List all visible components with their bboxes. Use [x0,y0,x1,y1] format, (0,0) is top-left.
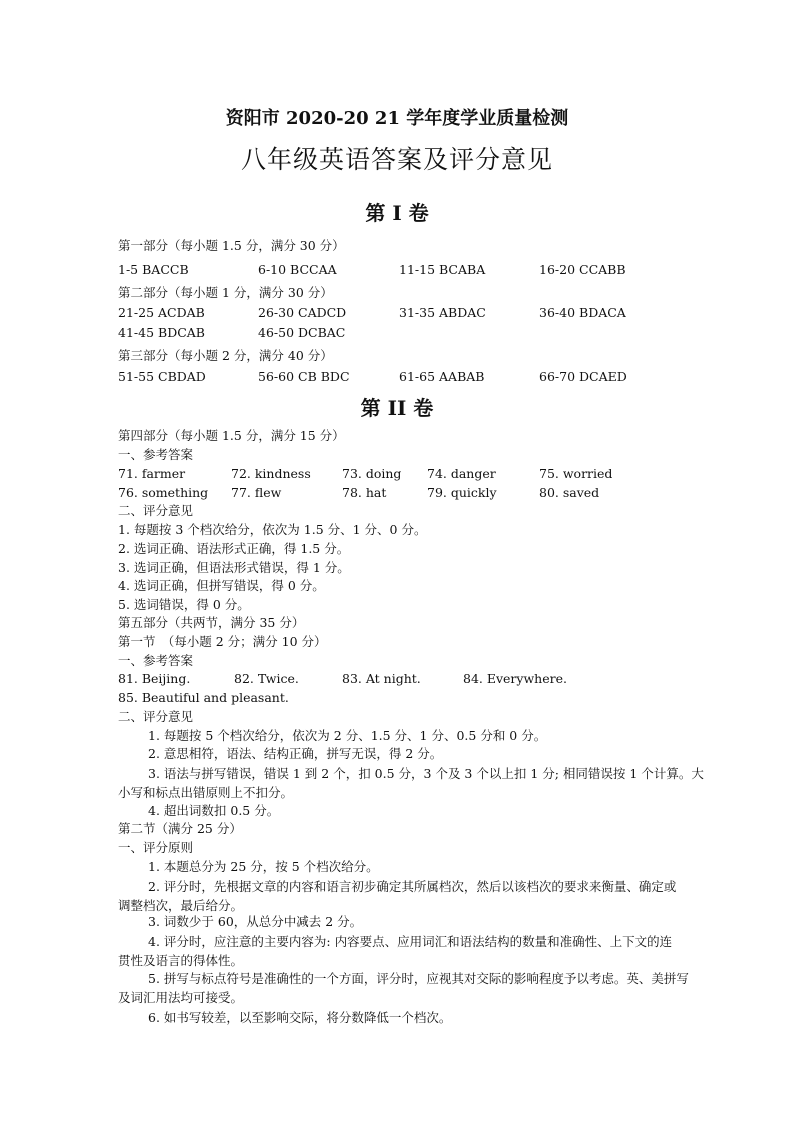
part5-scoring-item: 2. 意思相符，语法、结构正确，拼写无误，得 2 分。 [148,746,443,761]
part3-answer: 56-60 CB BDC [258,369,350,384]
part4-ref-heading: 一、参考答案 [118,447,194,462]
part4-scoring-item: 5. 选词错误，得 0 分。 [118,597,250,612]
part5-answer: 81. Beijing. [118,671,191,686]
principle-item: 5. 拼写与标点符号是准确性的一个方面，评分时，应视其对交际的影响程度予以考虑。英、美拼写及词汇用法均可接受。 [118,971,689,1005]
part4-scoring-item: 1. 每题按 3 个档次给分，依次为 1.5 分、1 分、0 分。 [118,522,427,537]
part4-answer: 72. kindness [231,466,311,481]
part5-ref-heading: 一、参考答案 [118,653,194,668]
principle-item: 4. 评分时，应注意的主要内容为: 内容要点、应用词汇和语法结构的数量和准确性、上下文的连贯性及语言的得体性。 [118,934,673,968]
part5-answer: 84. Everywhere. [463,671,567,686]
part1-answer: 6-10 BCCAA [258,262,337,277]
part1-heading: 第一部分（每小题 1.5 分，满分 30 分） [118,238,345,253]
part5-principle-heading: 一、评分原则 [118,840,194,855]
part5-scoring-item: 3. 语法与拼写错误，错误 1 到 2 个，扣 0.5 分，3 个及 3 个以上扣 1 分; 相同错误按 1 个计算。大小写和标点出错原则上不扣分。 [118,766,704,800]
part4-heading: 第四部分（每小题 1.5 分，满分 15 分） [118,428,345,443]
part2-answer: 21-25 ACDAB [118,305,205,320]
principle-item: 1. 本题总分为 25 分，按 5 个档次给分。 [148,859,379,874]
part1-answer: 16-20 CCABB [539,262,626,277]
part2-answer: 31-35 ABDAC [399,305,486,320]
part5-section2-heading: 第二节（满分 25 分） [118,821,242,836]
part4-answer: 75. worried [539,466,613,481]
part2-answer: 36-40 BDACA [539,305,626,320]
part4-answer: 76. something [118,485,209,500]
part2-answer: 26-30 CADCD [258,305,347,320]
part1-answer: 1-5 BACCB [118,262,189,277]
part4-answer: 71. farmer [118,466,186,481]
part1-answer: 11-15 BCABA [399,262,486,277]
part5-answer: 83. At night. [342,671,421,686]
document-subtitle: 八年级英语答案及评分意见 [240,145,553,174]
volume-2-heading: 第 II 卷 [360,396,434,420]
part4-scoring-item: 3. 选词正确，但语法形式错误，得 1 分。 [118,560,350,575]
part3-heading: 第三部分（每小题 2 分，满分 40 分） [118,348,333,363]
part4-scoring-item: 2. 选词正确、语法形式正确，得 1.5 分。 [118,541,350,556]
part4-answer: 77. flew [231,485,282,500]
part5-scoring-heading: 二、评分意见 [118,709,194,724]
principle-item: 6. 如书写较差，以至影响交际，将分数降低一个档次。 [148,1010,452,1025]
part3-answer: 66-70 DCAED [539,369,627,384]
volume-1-heading: 第 I 卷 [365,201,429,225]
principle-item: 2. 评分时，先根据文章的内容和语言初步确定其所属档次，然后以该档次的要求来衡量、确定或调整档次，最后给分。 [118,879,677,913]
part2-answer: 46-50 DCBAC [258,325,346,340]
part4-scoring-heading: 二、评分意见 [118,503,194,518]
part5-answer: 85. Beautiful and pleasant. [118,690,289,705]
part5-heading: 第五部分（共两节，满分 35 分） [118,615,305,630]
part5-scoring-item: 4. 超出词数扣 0.5 分。 [148,803,280,818]
part2-answer: 41-45 BDCAB [118,325,205,340]
part5-section1-heading: 第一节 （每小题 2 分；满分 10 分） [118,634,327,649]
part3-answer: 61-65 AABAB [399,369,485,384]
part4-answer: 78. hat [342,485,387,500]
part3-answer: 51-55 CBDAD [118,369,206,384]
part4-answer: 73. doing [342,466,402,481]
part2-heading: 第二部分（每小题 1 分，满分 30 分） [118,285,333,300]
part4-answer: 79. quickly [427,485,497,500]
part4-scoring-item: 4. 选词正确，但拼写错误，得 0 分。 [118,578,325,593]
part5-scoring-item: 1. 每题按 5 个档次给分，依次为 2 分、1.5 分、1 分、0.5 分和 0 分。 [148,728,547,743]
document-title: 资阳市 2020-20 21 学年度学业质量检测 [225,108,569,129]
part4-answer: 74. danger [427,466,496,481]
principle-item: 3. 词数少于 60，从总分中减去 2 分。 [148,914,363,929]
part4-answer: 80. saved [539,485,600,500]
part5-answer: 82. Twice. [234,671,299,686]
